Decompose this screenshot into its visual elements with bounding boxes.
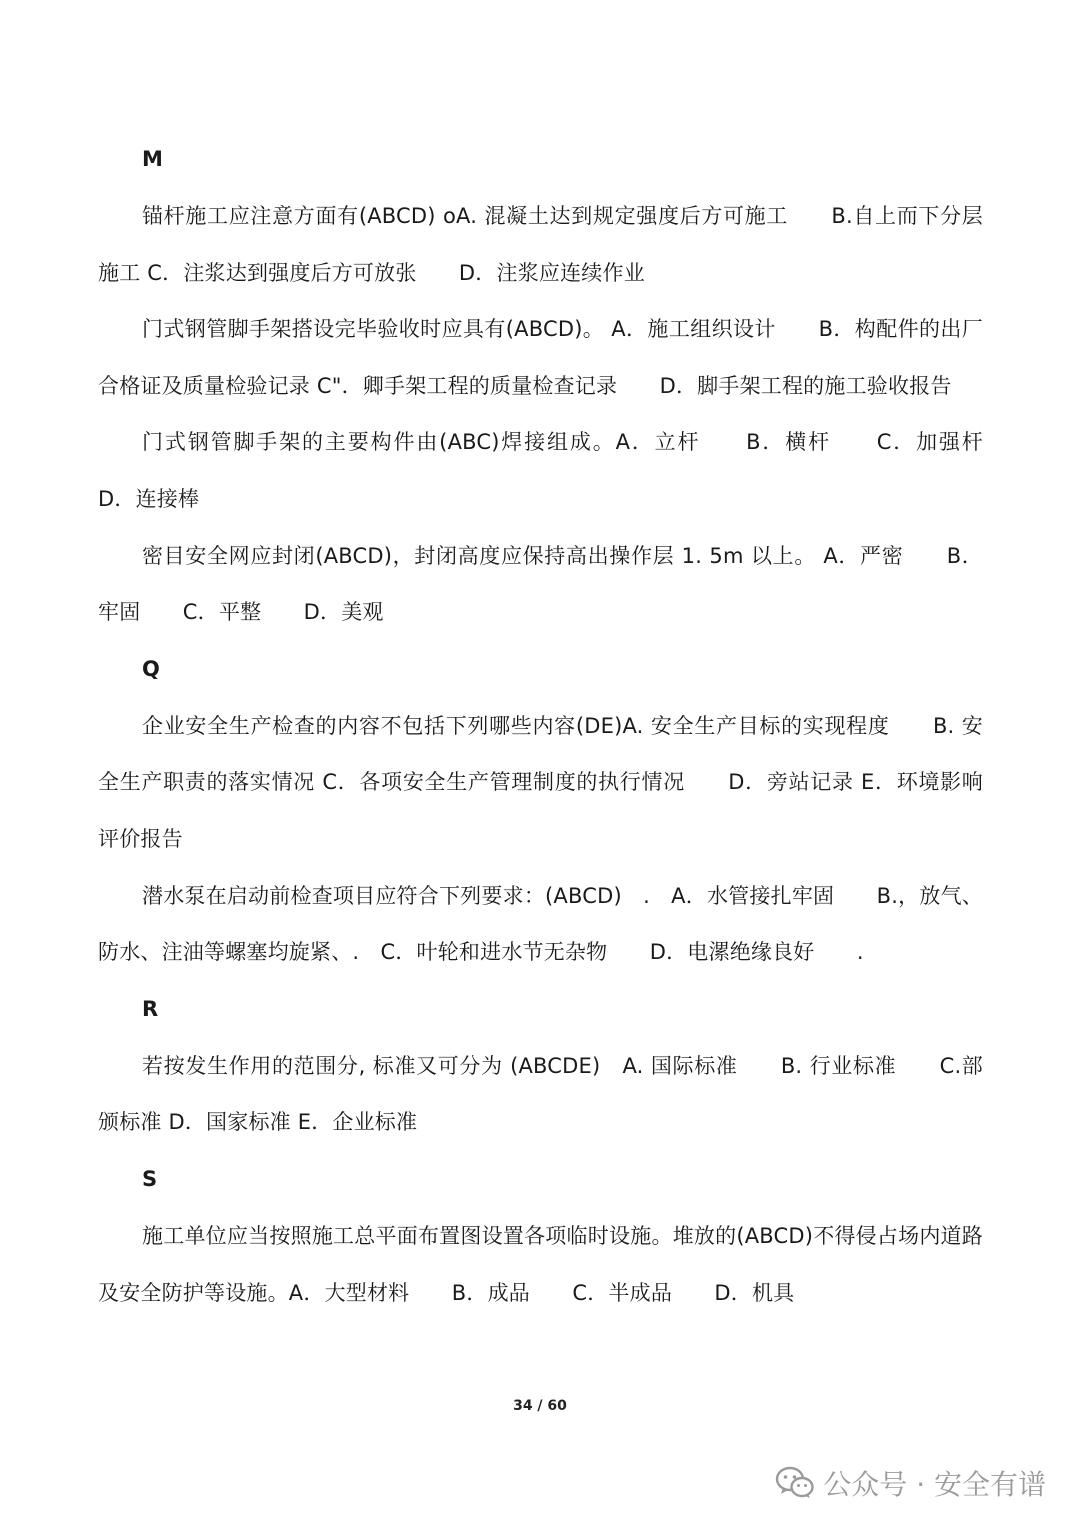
watermark-text: 公众号 · 安全有谱 — [823, 1468, 1046, 1501]
section-letter-r: R — [142, 996, 159, 1021]
section-letter-s: S — [142, 1166, 158, 1191]
paragraph: 门式钢管脚手架搭设完毕验收时应具有(ABCD)。 A．施工组织设计 B．构配件的出厂合格证及质量检验记录 C"．卿手架工程的质量检查记录 D．脚手架工程的施工验收报告 — [98, 317, 983, 398]
page-content — [98, 131, 1026, 1321]
paragraph: 若按发生作用的范围分, 标准又可分为 (ABCDE) A. 国际标准 B. 行业标准 C.部颁标准 D．国家标准 E．企业标准 — [98, 1053, 983, 1135]
page-number: 34 / 60 — [513, 1398, 567, 1414]
paragraph: 企业安全生产检查的内容不包括下列哪些内容(DE)A. 安全生产目标的实现程度 B. 安全生产职责的落实情况 C．各项安全生产管理制度的执行情况 D．旁站记录 E．环境影响评价报告 — [98, 713, 983, 851]
paragraph: 门式钢管脚手架的主要构件由(ABC)焊接组成。A．立杆 B．横杆 C．加强杆 D．连接棒 — [98, 430, 1026, 511]
paragraph: 施工单位应当按照施工总平面布置图设置各项临时设施。堆放的(ABCD)不得侵占场内道路及安全防护等设施。A．大型材料 B．成品 C．半成品 D．机具 — [98, 1223, 983, 1305]
wechat-icon — [775, 1466, 815, 1500]
section-letter-m: M — [142, 147, 163, 171]
paragraph: 密目安全网应封闭(ABCD)，封闭高度应保持高出操作层 1. 5m 以上。 A．严密 B．牢固 C．平整 D．美观 — [98, 543, 983, 625]
section-letter-q: Q — [142, 656, 160, 681]
paragraph: 潜水泵在启动前检查项目应符合下列要求：(ABCD) . A．水管接扎牢固 B.，放气、防水、注油等螺塞均旋紧、. C．叶轮和进水节无杂物 D．电漯绝缘良好 . — [98, 883, 983, 965]
watermark — [775, 1463, 1046, 1503]
paragraph: 锚杆施工应注意方面有(ABCD) oA. 混凝土达到规定强度后方可施工 B.自上而下分层施工 C．注浆达到强度后方可放张 D．注浆应连续作业 — [98, 204, 983, 285]
